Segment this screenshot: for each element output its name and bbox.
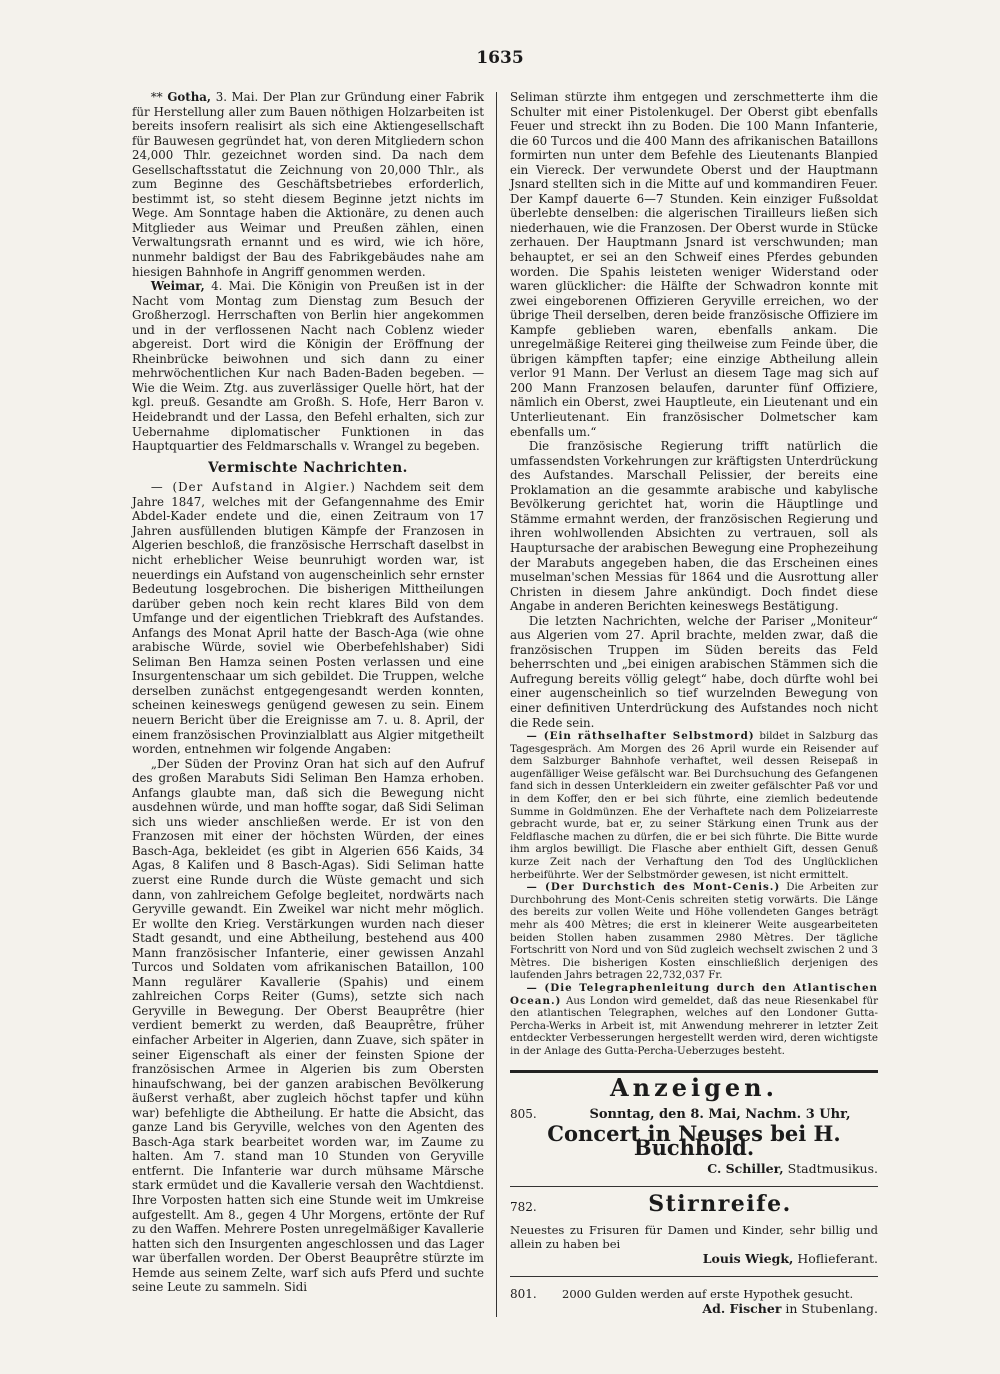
article-telegraph-title: — (Die Telegraphenleitung durch den Atlantischen Ocean.) [510,981,878,1007]
ad-stirnreife-signature [510,1252,878,1267]
column-divider [496,92,497,1317]
article-algier [132,480,484,756]
ad-hypothek-text: 2000 Gulden werden auf erste Hypothek gesucht. [562,1287,854,1302]
ad-stirnreife-role: Hoflieferant. [797,1250,878,1266]
left-column [132,90,484,1295]
dateline-gotha: Gotha, [167,90,212,104]
article-selbstmord-title: — (Ein räthselhafter Selbstmord) [526,730,755,743]
page-number: 1635 [476,48,524,68]
article-weimar-text: 4. Mai. Die Königin von Preußen ist in der Nacht vom Montag zum Dienstag zum Besuch der Großherzogl. Herrschaften von Berlin hier angekommen und in der verflossenen Nacht nach Coblenz wieder abgereist. Dort wird die Königin der Eröffnung der Rheinbrücke beiwohnen und sich dann zu einer mehrwöchentlichen Kur nach Baden-Baden begeben. — Wie die Weim. Ztg. aus zuverlässiger Quelle hört, hat der kgl. preuß. Gesandte am Großh. S. Hofe, Herr Baron v. Heidebrandt und der Lassa, den Befehl erhalten, sich zur Uebernahme diplomatischer Funktionen in das Hauptquartier des Feldmarschalls v. Wrangel zu begeben. [132,279,484,454]
article-gotha-text: 3. Mai. Der Plan zur Gründung einer Fabrik für Herstellung aller zum Bauen nöthigen Holzarbeiten ist bereits insofern realisirt als sich eine Aktiengesellschaft für Bauwesen gegründet hat, von deren Mitgliedern schon 24,000 Thlr. gezeichnet worden sind. Da nach dem Gesellschaftsstatut die Zeichnung von 20,000 Thlr., als zum Beginne des Geschäftsbetriebes erforderlich, bestimmt ist, so steht diesem Beginne jetzt nichts im Wege. Am Sonntage haben die Aktionäre, zu denen auch Mitglieder aus Weimar und Preußen zählen, einen Verwaltungsrath ernannt und es wird, wie ich höre, nunmehr baldigst der Bau des Fabrikgebäudes nahe am hiesigen Bahnhofe in Angriff genommen werden. [132,90,484,279]
ad-stirnreife-title: Stirnreife. [648,1191,792,1218]
ad-hypothek [510,1287,878,1316]
ad-hypothek-signature [510,1302,878,1317]
article-algier-title: — (Der Aufstand in Algier.) [150,480,356,495]
article-algier-report: „Der Süden der Provinz Oran hat sich auf den Aufruf des großen Marabuts Sidi Seliman Ben Hamza erhoben. Anfangs glaubte man, daß sich die Bewegung nicht ausdehnen würde, und man hoffte sogar, daß Sidi Seliman sich uns wieder anschließen werde. Er ist von den Franzosen mit einer der höchsten Würden, der eines Basch-Aga, bekleidet (es gibt in Algerien 656 Kaids, 34 Agas, 8 Kalifen und 8 Basch-Agas). Sidi Seliman hatte zuerst eine Runde durch die Wüste gemacht und sich dann, von zahlreichem Gefolge begleitet, nordwärts nach Geryville gewandt. Ein Zweikel war nicht mehr möglich. Er wollte den Krieg. Verstärkungen wurden nach dieser Stadt gesandt, und eine Abtheilung, bestehend aus 400 Mann französischer Infanterie, einer gewissen Anzahl Turcos und Soldaten vom afrikanischen Bataillon, 100 Mann regulärer Kavallerie (Spahis) und einem zahlreichen Corps Reiter (Gums), setzte sich nach Geryville in Bewegung. Der Oberst Beauprêtre (hier verdient bemerkt zu werden, daß Beauprêtre, früher einfacher Arbeiter in Algerien, dann Zuave, sich später in seiner Eigenschaft als einer der feinsten Spione der französischen Armee in Algerien bis zum Obersten hinaufschwang, bei der ganzen arabischen Bevölkerung äußerst verhaßt, aber zugleich höchst tapfer und kühn war) befehligte die Abtheilung. Er hatte die Absicht, das ganze Land bis Geryville, welches von den Agenten des Basch-Aga stark bearbeitet worden war, im Zaume zu halten. Am 7. stand man 10 Stunden von Geryville entfernt. Die Infanterie war durch mühsame Märsche stark ermüdet und die Kavallerie versah den Wachtdienst. Ihre Vorposten hatten sich eine Stunde weit im Umkreise aufgestellt. Am 8., gegen 4 Uhr Morgens, ertönte der Ruf zu den Waffen. Mehrere Posten unregelmäßiger Kavallerie hatten sich den Insurgenten angeschlossen und das Lager war überfallen worden. Der Oberst Beauprêtre stürzte im Hemde aus seinem Zelte, warf sich aufs Pferd und suchte seine Leute zu sammeln. Sidi [132,756,484,1295]
section-heading: Vermischte Nachrichten. [208,459,408,476]
ad-hypothek-signer: Ad. Fischer [702,1300,782,1316]
ad-stirnreife-signer: Louis Wiegk, [702,1250,794,1266]
article-algier-intro: Nachdem seit dem Jahre 1847, welches mit der Gefangennahme des Emir Abdel-Kader endete und die, einen Zeitraum von 17 Jahren ausfüllenden blutigen Kämpfe der Franzosen in Algerien beschloß, die französische Herrschaft daselbst in nicht erheblicher Weise beunruhigt worden war, ist neuerdings ein Aufstand von augenscheinlich sehr ernster Bedeutung losgebrochen. Die bisherigen Mittheilungen darüber geben noch kein recht klares Bild von dem Umfange und der eigentlichen Triebkraft des Aufstandes. Anfangs des Monat April hatte der Basch-Aga (wie ohne arabische Würde, soviel wie Oberbefehlshaber) Sidi Seliman Ben Hamza seinen Posten verlassen und eine Insurgentenschaar um sich gebildet. Die Truppen, welche derselben zunächst entgegengesandt werden konnten, scheinen keineswegs genügend gewesen zu sein. Einem neuern Bericht über die Ereignisse am 7. u. 8. April, der einem französischen Provinzialblatt aus Algier mitgetheilt worden, entnehmen wir folgende Angaben: [132,480,484,757]
ad-hypothek-location: in Stubenlang. [785,1300,878,1316]
ad-concert-date: Sonntag, den 8. Mai, Nachm. 3 Uhr, [589,1107,851,1123]
article-mont-cenis-title: — (Der Durchstich des Mont-Cenis.) [526,881,781,894]
ad-concert-role: Stadtmusikus. [787,1160,878,1176]
ad-stirnreife-text: Neuestes zu Frisuren für Damen und Kinder, sehr billig und allein zu haben bei [510,1222,878,1252]
ad-hypothek-header [510,1287,878,1302]
article-algier-continuation: Seliman stürzte ihm entgegen und zerschmetterte ihm die Schulter mit einer Pistolenkugel. Der Oberst gibt ebenfalls Feuer und streckt ihn zu Boden. Die 100 Mann Infanterie, die 60 Turcos und die 400 Mann des afrikanischen Bataillons formirten nun unter dem Befehle des Lieutenants Blanpied ein Viereck. Der verwundete Oberst und der Hauptmann Jsnard stellten sich in die Mitte auf und kommandiren Feuer. Der Kampf dauerte 6—7 Stunden. Kein einziger Fußsoldat überlebte denselben: die algerischen Tirailleurs ließen sich niederhauen, wie die Franzosen. Der Oberst wurde in Stücke zerhauen. Der Hauptmann Jsnard ist verschwunden; man behauptet, er sei an den Schweif eines Pferdes gebunden worden. Die Spahis leisteten weniger Widerstand oder waren glücklicher: die Hälfte der Schwadron konnte mit zwei eingeborenen Offizieren Geryville erreichen, wo der übrige Theil derselben, deren beide französische Offiziere im Kampfe geblieben waren, ebenfalls ankam. Die unregelmäßige Reiterei ging theilweise zum Feinde über, die übrigen kämpften tapfer; eine einzige Abtheilung allein verlor 91 Mann. Der Verlust an diesem Tage mag sich auf 200 Mann Franzosen belaufen, darunter fünf Offiziere, nämlich ein Oberst, zwei Hauptleute, ein Lieutenant und ein Unterlieutenant. Ein französischer Dolmetscher kam ebenfalls um.“ [510,90,878,439]
ad-divider [510,1186,878,1187]
article-weimar [132,279,484,454]
article-selbstmord-text: bildet in Salzburg das Tagesgespräch. Am Morgen des 26 April wurde ein Reisender auf dem Salzburger Bahnhofe verhaftet, weil dessen Reisepaß in augenfälliger Weise gefälscht war. Bei Durchsuchung des Gefangenen fand sich in dessen Unterkleidern ein zweiter gefälschter Paß vor und in dem Koffer, den er bei sich führte, eine ziemlich bedeutende Summe in Goldmünzen. Ehe der Verhaftete nach dem Polizeiarreste gebracht wurde, bat er, zu seiner Stärkung einen Trunk aus der Feldflasche machen zu dürfen, die er bei sich führte. Die Bitte wurde ihm arglos bewilligt. Die Flasche aber enthielt Gift, dessen Genuß kurze Zeit nach der Verhaftung den Tod des Unglücklichen herbeiführte. Wer der Selbstmörder gewesen, ist nicht ermittelt. [510,730,878,881]
article-gotha [132,90,484,279]
article-mont-cenis-text: Die Arbeiten zur Durchbohrung des Mont-Cenis schreiten stetig vorwärts. Die Länge des bereits zur vollen Weite und Höhe vollendeten Ganges beträgt mehr als 400 Mètres; die erst in kleinerer Weite ausgearbeiteten beiden Stollen haben zusammen 2980 Mètres. Der tägliche Fortschritt von Nord und von Süd zugleich wechselt zwischen 2 und 3 Mètres. Die bisherigen Kosten einschließlich derjenigen des laufenden Jahrs betragen 22,732,037 Fr. [510,881,878,982]
article-algier-government: Die französische Regierung trifft natürlich die umfassendsten Vorkehrungen zur kräftigsten Unterdrückung des Aufstandes. Marschall Pelissier, der bereits eine Proklamation an die gesammte arabische und kabylische Bevölkerung gerichtet hat, worin die Häuptlinge und Stämme ermahnt werden, der französischen Regierung und ihren wohlwollenden Absichten zu vertrauen, soll als Hauptursache der arabischen Bewegung eine Prophezeihung der Marabuts angegeben haben, die das Erscheinen eines muselman'schen Messias für 1864 und die Ausrottung aller Christen in diesem Jahre ankündigt. Doch findet diese Angabe in anderen Berichten keineswegs Bestätigung. [510,439,878,614]
ad-concert [510,1107,878,1176]
ad-number: 805. [510,1107,537,1122]
ad-divider [510,1276,878,1277]
asterisk-marker: ** [150,90,163,104]
ads-title: Anzeigen. [610,1072,778,1102]
ad-concert-signature [510,1162,878,1177]
ad-number: 782. [510,1200,537,1215]
ad-stirnreife-header [510,1191,878,1218]
ad-concert-title: Concert in Neuses bei H. Buchhold. [547,1120,841,1161]
ad-number: 801. [510,1287,537,1302]
article-mont-cenis [510,881,878,982]
right-column [510,90,878,1316]
ad-concert-signer: C. Schiller, [707,1160,784,1176]
dateline-weimar: Weimar, [150,279,205,294]
article-telegraph-text: Aus London wird gemeldet, daß das neue Riesenkabel für den atlantischen Telegraphen, welches auf den Londoner Gutta-Percha-Werks in Arbeit ist, mit Anwendung mehrerer in letzter Zeit entdeckter Verbesserungen hergestellt werden wird, deren wichtigste in der Anlage des Gutta-Percha-Ueberzuges besteht. [510,994,879,1057]
ad-stirnreife [510,1191,878,1266]
article-telegraph [510,982,878,1058]
article-selbstmord [510,730,878,881]
article-algier-moniteur: Die letzten Nachrichten, welche der Pariser „Moniteur“ aus Algerien vom 27. April brachte, melden zwar, daß die französischen Truppen im Süden bereits das Feld beherrschten und „bei einigen arabischen Stämmen sich die Aufregung bereits völlig gelegt“ habe, doch dürfte wohl bei einer augenscheinlich so tief wurzelnden Bewegung von einer definitiven Unterdrückung des Aufstandes noch nicht die Rede sein. [510,613,878,730]
